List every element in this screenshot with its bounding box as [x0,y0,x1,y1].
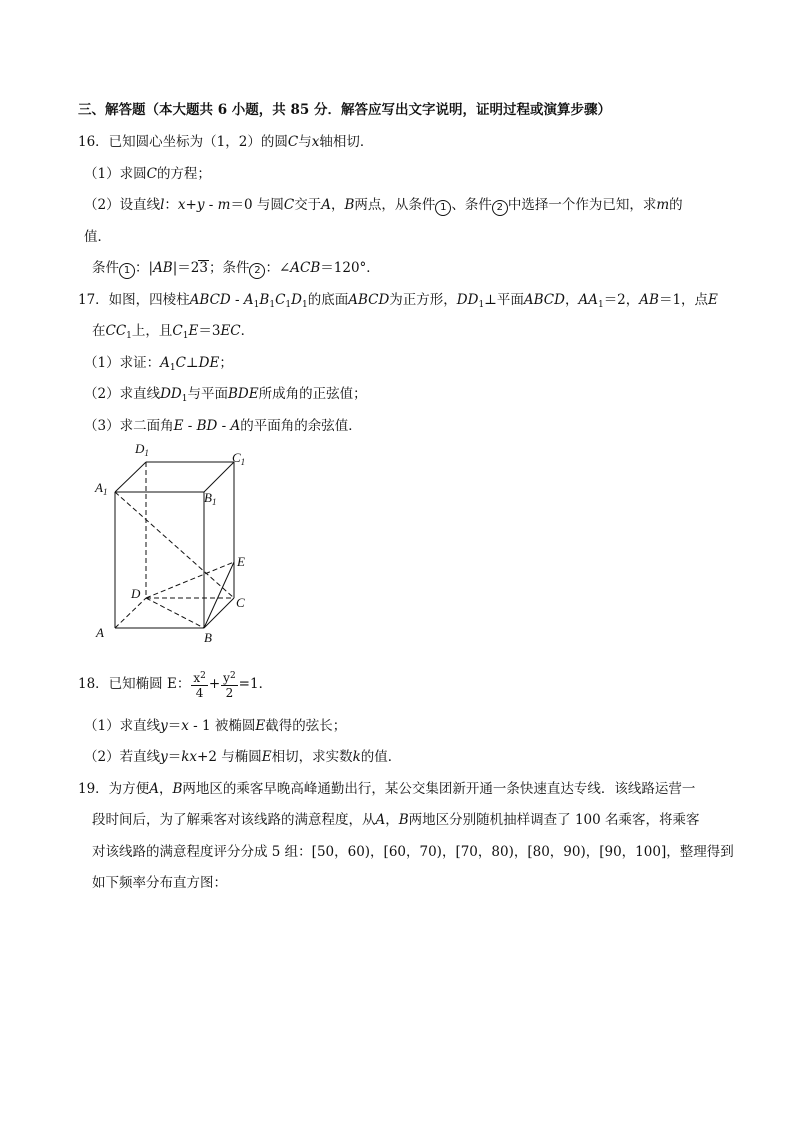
label-e: E [237,554,245,569]
q17-part3: （3）求二面角E - BD - A的平面角的余弦值． [84,418,362,434]
q18-part1: （1）求直线y＝x - 1 被椭圆E截得的弦长； [84,718,347,734]
edge-de [146,562,234,598]
q16-part2-cont: 值． [84,229,111,245]
edge-ad [115,598,146,628]
q16-part2: （2）设直线l：x+y - m＝0 与圆C交于A，B两点，从条件 1 、条件 2 中选择一个作为已知，求m的 [84,196,683,216]
q18-stem: 18．已知椭圆 E： $\frac{x^2}{4}$ + $\frac{y^2}{2}$ =1． [78,671,273,700]
fraction-x2-4: $\frac{x^2}{4}$ [193,671,206,700]
q16-conditions: 条件 1 ：|AB|＝23；条件 2 ：∠ACB＝120°． [92,259,380,279]
circled-one: 1 [119,263,135,279]
q17-part1: （1）求证：$A_1C\perp DE$； [84,355,233,373]
circled-two: 2 [492,200,508,216]
label-c: C [236,595,245,610]
q19-line2: 段时间后，为了解乘客对该线路的满意程度，从A，B两地区分别随机抽样调查了 100 名乘客，将乘客 [92,812,700,828]
q17-line2: 在$CC_1$上，且$C_1E=3EC$． [92,323,255,341]
q19-line4: 如下频率分布直方图： [92,875,227,891]
label-d: D [131,586,141,601]
edge-a1c [115,492,234,598]
circled-two: 2 [249,263,265,279]
label-b1: $B_1$ [204,490,217,507]
label-b: B [204,630,212,645]
edge-a1d1 [115,462,146,492]
edge-b1c1 [204,462,234,492]
q16-part1: （1）求圆C的方程； [84,166,211,182]
q19-line3: 对该线路的满意程度评分分成 5 组：[50，60)，[60，70)，[70，80)，[80，90)，[90，100]，整理得到 [92,844,734,860]
q17-line1: 17．如图，四棱柱ABCD - $A_1B_1C_1D_1$的底面ABCD为正方形，$DD_1\perp$平面ABCD，$AA_1=2$，AB＝1，点E [78,292,718,310]
label-a: A [96,625,104,640]
q19-line1: 19．为方便A，B两地区的乘客早晚高峰通勤出行，某公交集团新开通一条快速直达专线．该线路运营一 [78,781,696,797]
fraction-y2-2: $\frac{y^2}{2}$ [223,671,236,700]
q16-stem: 16．已知圆心坐标为（1，2）的圆C与x轴相切． [78,134,374,150]
q17-part2: （2）求直线$DD_1$与平面BDE所成角的正弦值； [84,386,367,404]
circled-one: 1 [435,200,451,216]
q18-part2: （2）若直线y＝kx+2 与椭圆E相切，求实数k的值． [84,749,402,765]
edge-bc [204,598,234,628]
sqrt-three: 3 [199,260,208,276]
label-d1: $D_1$ [135,441,149,458]
edge-db [146,598,204,628]
prism-figure [88,436,268,648]
label-a1: $A_1$ [95,480,108,497]
label-c1: $C_1$ [232,450,246,467]
section-heading: 三、解答题（本大题共 6 小题，共 85 分．解答应写出文字说明，证明过程或演算步骤） [78,102,611,118]
